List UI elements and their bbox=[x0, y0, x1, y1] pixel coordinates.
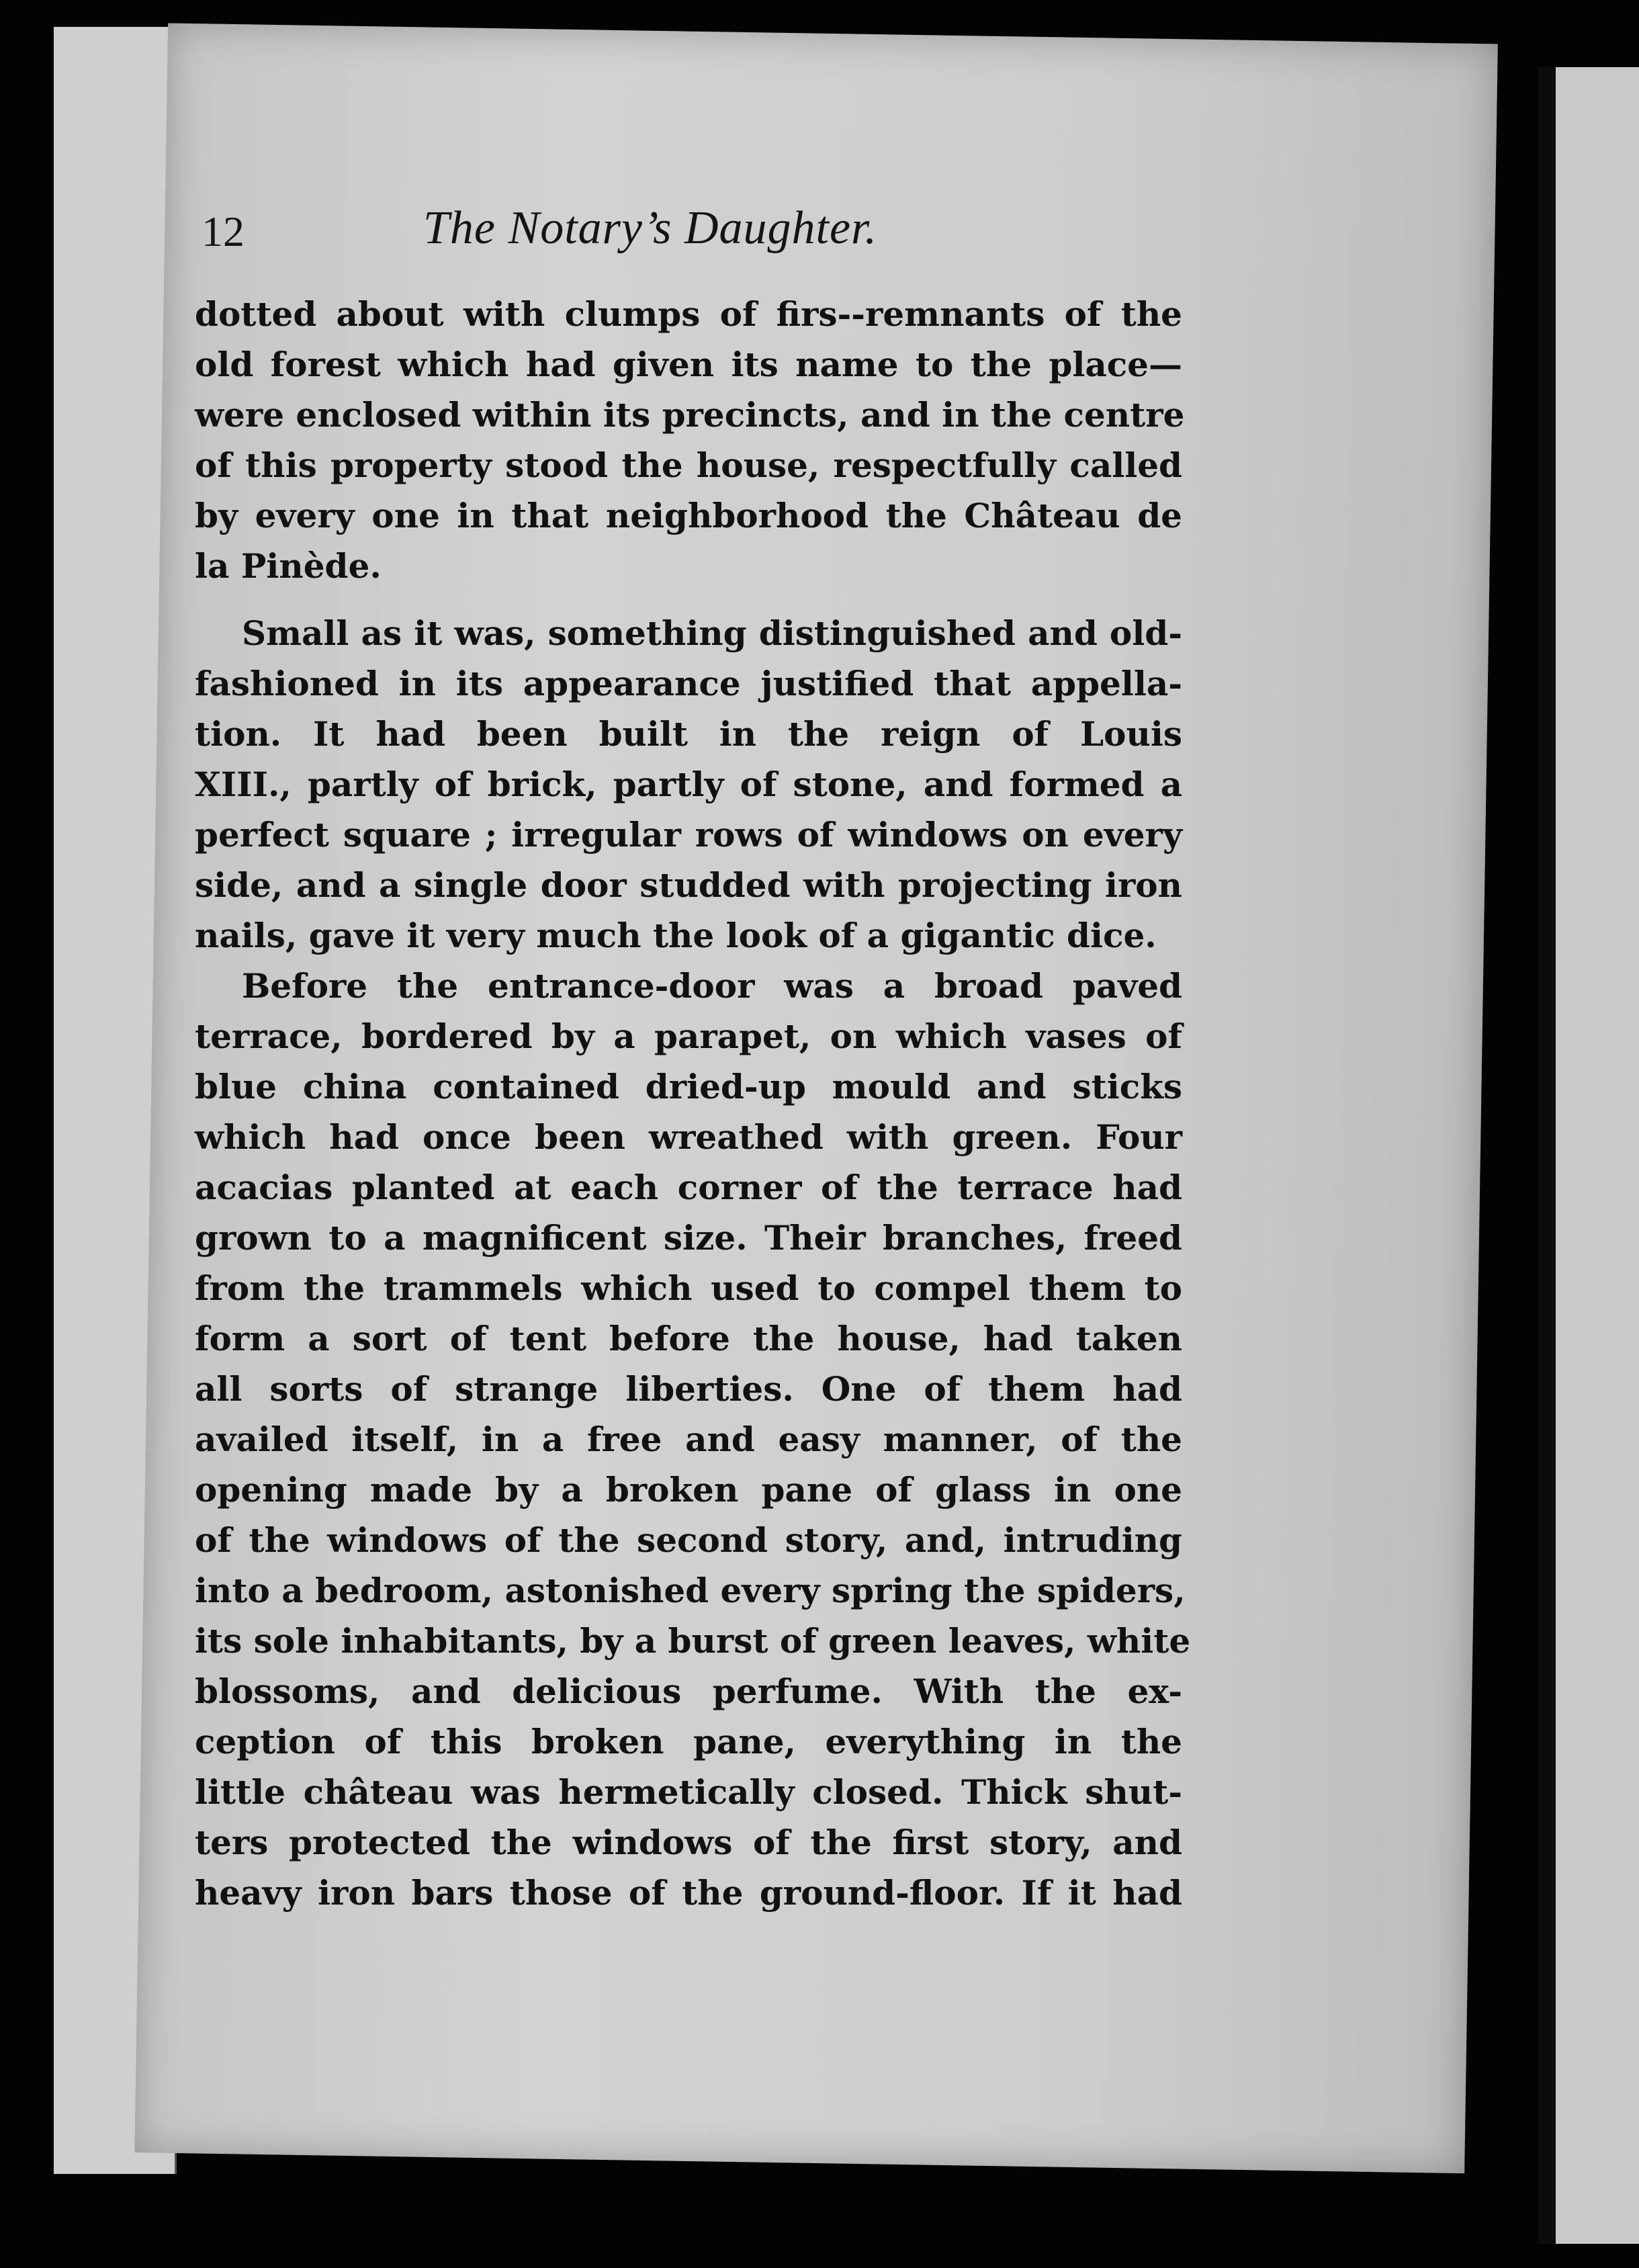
text-line: blossoms, and delicious perfume. With the ex- bbox=[195, 1671, 1182, 1711]
text-line: little château was hermetically closed. Thick shut- bbox=[195, 1772, 1182, 1812]
text-line: which had once been wreathed with green. Four bbox=[195, 1117, 1182, 1157]
text-line: nails, gave it very much the look of a gigantic dice. bbox=[195, 916, 1157, 955]
text-line: grown to a magnificent size. Their branches, freed bbox=[195, 1218, 1182, 1258]
text-line: form a sort of tent before the house, had taken bbox=[195, 1319, 1182, 1358]
text-line: tion. It had been built in the reign of Louis bbox=[195, 714, 1182, 754]
text-line: availed itself, in a free and easy manner, of the bbox=[195, 1420, 1182, 1459]
text-line: Small as it was, something distinguished and old- bbox=[242, 613, 1182, 653]
text-line: all sorts of strange liberties. One of them had bbox=[195, 1369, 1182, 1409]
text-line: Before the entrance-door was a broad paved bbox=[242, 966, 1182, 1006]
text-line: blue china contained dried-up mould and sticks bbox=[195, 1067, 1182, 1106]
paragraph bbox=[195, 961, 1191, 1918]
page-number: 12 bbox=[202, 208, 245, 255]
paragraph bbox=[195, 289, 1185, 591]
text-line: acacias planted at each corner of the terrace had bbox=[195, 1168, 1182, 1207]
text-line: dotted about with clumps of firs--remnants of the bbox=[195, 294, 1182, 334]
paragraph bbox=[195, 608, 1182, 961]
text-line: XIII., partly of brick, partly of stone, and formed a bbox=[195, 765, 1182, 804]
text-line: from the trammels which used to compel them to bbox=[195, 1268, 1182, 1308]
text-line: of the windows of the second story, and, intruding bbox=[195, 1520, 1182, 1560]
text-line: la Pinède. bbox=[195, 546, 382, 586]
text-line: by every one in that neighborhood the Château de bbox=[195, 496, 1182, 535]
text-line: ters protected the windows of the first story, and bbox=[195, 1823, 1182, 1862]
text-line: its sole inhabitants, by a burst of green leaves, white bbox=[195, 1621, 1191, 1661]
text-line: terrace, bordered by a parapet, on which vases of bbox=[195, 1016, 1182, 1056]
text-line: into a bedroom, astonished every spring the spiders, bbox=[195, 1571, 1186, 1610]
text-line: side, and a single door studded with projecting iron bbox=[195, 865, 1182, 905]
text-line: ception of this broken pane, everything in the bbox=[195, 1722, 1182, 1761]
text-line: opening made by a broken pane of glass in one bbox=[195, 1470, 1182, 1510]
facing-page-edge bbox=[1538, 67, 1639, 2244]
body-text bbox=[195, 289, 1191, 1918]
text-line: heavy iron bars those of the ground-floor. If it had bbox=[195, 1873, 1182, 1913]
text-line: fashioned in its appearance justified that appella- bbox=[195, 664, 1182, 703]
text-line: old forest which had given its name to the place— bbox=[195, 345, 1182, 384]
text-line: of this property stood the house, respectfully called bbox=[195, 445, 1182, 485]
running-head bbox=[202, 202, 1189, 275]
text-line: were enclosed within its precincts, and in the centre bbox=[195, 395, 1185, 435]
text-line: perfect square ; irregular rows of windows on every bbox=[195, 815, 1182, 855]
page-header-title: The Notary’s Daughter. bbox=[423, 202, 878, 254]
